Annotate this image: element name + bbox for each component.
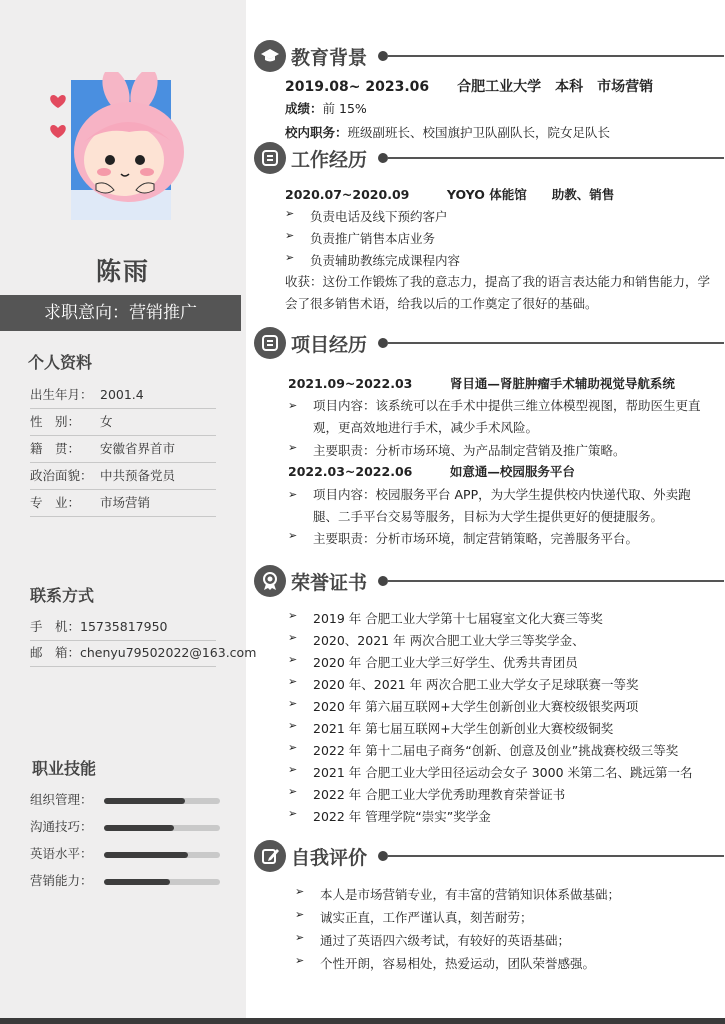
project-duty: ➢ 主要职责：分析市场环境、为产品制定营销及推广策略。: [313, 441, 626, 459]
edit-icon: [254, 840, 286, 872]
info-row: 籍 贯： 安徽省界首市: [30, 436, 216, 463]
skill-row: [30, 814, 220, 840]
skill-bar: [104, 852, 220, 858]
skill-bar: [104, 798, 220, 804]
personal-info-title: 个人资料: [28, 353, 93, 372]
section-projects: [254, 327, 724, 359]
skill-row: [30, 787, 220, 813]
avatar: [44, 72, 194, 222]
self-item: ➢ 通过了英语四六级考试，有较好的英语基础；: [320, 931, 570, 949]
skill-label: 组织管理：: [30, 792, 93, 807]
phone-row: 手 机：15735817950: [30, 614, 216, 641]
project-head: 2022.03~2022.06 如意通—校园服务平台: [288, 464, 575, 479]
honor-item: ➢ 2021 年 第七届互联网+大学生创新创业大赛校级铜奖: [313, 719, 613, 737]
education-duty: 校内职务：班级副班长、校国旗护卫队副队长，院女足队长: [285, 125, 611, 140]
info-row: 专 业： 市场营销: [30, 490, 216, 517]
self-item: ➢ 个性开朗，容易相处，热爱运动，团队荣誉感强。: [320, 954, 595, 972]
honor-item: ➢ 2020 年、2021 年 两次合肥工业大学女子足球联赛一等奖: [313, 675, 639, 693]
candidate-name: 陈雨: [95, 257, 150, 286]
self-item: ➢ 诚实正直，工作严谨认真，刻苦耐劳；: [320, 908, 533, 926]
honor-item: ➢ 2020 年 合肥工业大学三好学生、优秀共青团员: [313, 653, 578, 671]
skill-row: [30, 841, 220, 867]
project-content: ➢ 项目内容：校园服务平台 APP，为大学生提供校内快递代取、外卖跑腿、二手平台交易等服务，目标为大学生提供更好的便捷服务。: [313, 484, 713, 528]
list-item: ➢ 负责推广销售本店业务: [310, 229, 435, 247]
list-item: ➢ 负责电话及线下预约客户: [310, 207, 448, 225]
honor-item: ➢ 2020、2021 年 两次合肥工业大学三等奖学金、: [313, 631, 585, 649]
skill-label: 营销能力：: [30, 873, 93, 888]
section-title: 工作经历: [291, 149, 368, 171]
bottom-bar: [0, 1018, 725, 1024]
honor-item: ➢ 2022 年 管理学院“崇实”奖学金: [313, 807, 491, 825]
skill-label: 英语水平：: [30, 846, 93, 861]
honor-item: ➢ 2020 年 第六届互联网+大学生创新创业大赛校级银奖两项: [313, 697, 638, 715]
section-title: 自我评价: [291, 847, 368, 869]
section-title: 项目经历: [291, 334, 368, 356]
honor-item: ➢ 2019 年 合肥工业大学第十七届寝室文化大赛三等奖: [313, 609, 603, 627]
info-row: 出生年月： 2001.4: [30, 382, 216, 409]
work-head: 2020.07~2020.09 YOYO 体能馆 助教、销售: [285, 187, 615, 202]
project-duty: ➢ 主要职责：分析市场环境，制定营销策略，完善服务平台。: [313, 529, 638, 547]
email-row: 邮 箱：chenyu79502022@163.com: [30, 640, 216, 667]
list-item: ➢ 负责辅助教练完成课程内容: [310, 251, 460, 269]
project-head: 2021.09~2022.03 肾目通—肾脏肿瘤手术辅助视觉导航系统: [288, 376, 675, 391]
project-content: ➢ 项目内容：该系统可以在手术中提供三维立体模型视图，帮助医生更直观，更高效地进行手术，减少手术风险。: [313, 395, 713, 439]
honor-item: ➢ 2022 年 合肥工业大学优秀助理教育荣誉证书: [313, 785, 565, 803]
contact-title: 联系方式: [30, 586, 95, 605]
education-line: 2019.08~ 2023.06 合肥工业大学 本科 市场营销: [285, 79, 654, 95]
document-icon: [254, 327, 286, 359]
graduation-cap-icon: [254, 40, 286, 72]
self-item: ➢ 本人是市场营销专业，有丰富的营销知识体系做基础；: [320, 885, 620, 903]
skill-bar: [104, 825, 220, 831]
work-harvest: 收获：这份工作锻炼了我的意志力，提高了我的语言表达能力和销售能力，学会了很多销售术语，给我以后的工作奠定了很好的基础。: [285, 274, 711, 311]
section-work: [254, 142, 724, 174]
section-title: 荣誉证书: [291, 572, 368, 594]
skill-row: [30, 868, 220, 894]
medal-icon: [254, 565, 286, 597]
info-row: 政治面貌： 中共预备党员: [30, 463, 216, 490]
section-self: [254, 840, 724, 872]
skills-title: 职业技能: [32, 759, 97, 778]
honor-item: ➢ 2021 年 合肥工业大学田径运动会女子 3000 米第二名、跳远第一名: [313, 763, 693, 781]
skill-label: 沟通技巧：: [30, 819, 93, 834]
section-education: [254, 40, 724, 72]
document-icon: [254, 142, 286, 174]
honor-item: ➢ 2022 年 第十二届电子商务“创新、创意及创业”挑战赛校级三等奖: [313, 741, 678, 759]
section-honors: [254, 565, 724, 597]
education-score: 成绩：前 15%: [285, 101, 367, 116]
section-title: 教育背景: [291, 47, 368, 69]
skill-bar: [104, 879, 220, 885]
job-intent: 求职意向：营销推广: [0, 295, 241, 331]
info-row: 性 别： 女: [30, 409, 216, 436]
